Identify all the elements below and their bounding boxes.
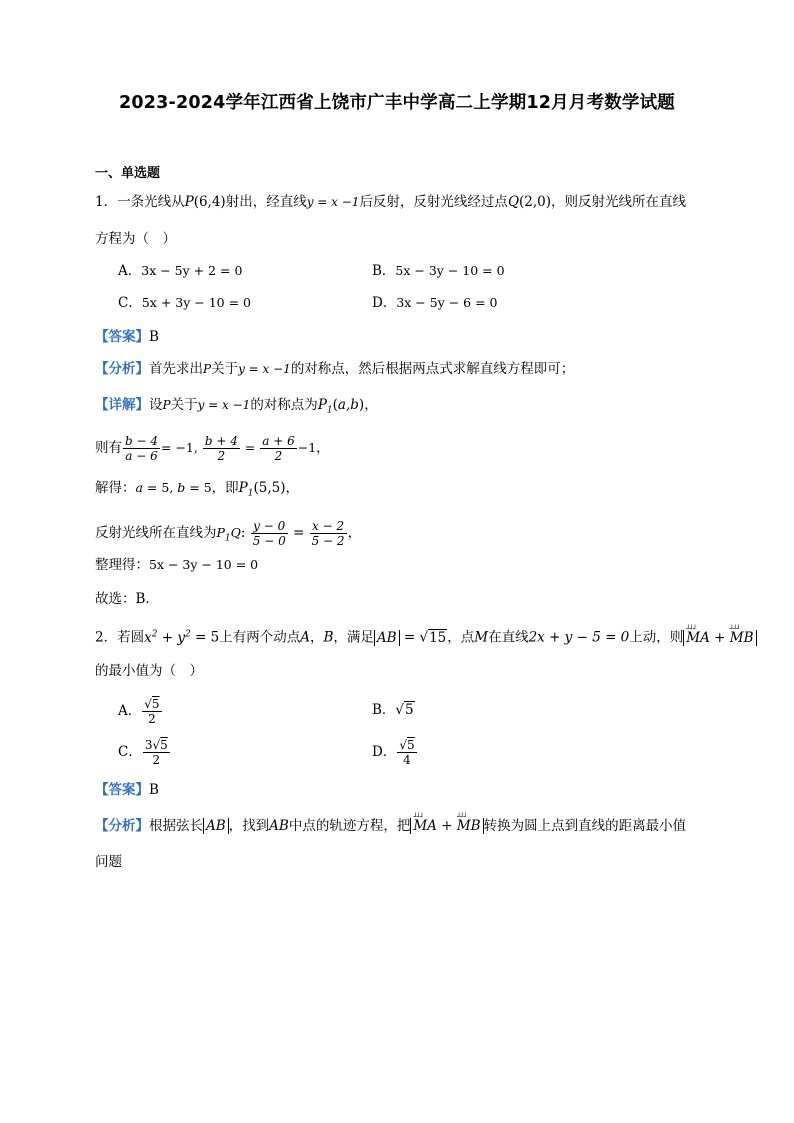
detail-text: 设 [149, 397, 163, 413]
detail-text: ， [364, 397, 378, 413]
analysis-tag: 【分析】 [95, 818, 149, 834]
q1-step4 [95, 556, 258, 574]
q2-option-b: B．√5 [372, 702, 414, 718]
q2-option-a: A． $\frac{√5}{2}$ [118, 697, 160, 726]
q1-option-a [118, 262, 242, 280]
step-text: 解得： [95, 480, 136, 496]
option-value: 3x − 5y + 2 = 0 [141, 263, 243, 278]
q1-option-d [372, 294, 498, 312]
option-label: D． [372, 744, 397, 760]
analysis-text: 根据弦长 [149, 818, 203, 834]
section-heading: 一、单选题 [95, 166, 161, 181]
q2-stem-text: 上有两个动点 [219, 629, 301, 646]
analysis-text: ，找到 [228, 818, 270, 834]
analysis-text: 中点的轨迹方程，把 [288, 818, 411, 834]
q2-stem-text: ，点 [447, 629, 475, 646]
detail-text: 关于 [170, 397, 198, 413]
answer-value: B [149, 329, 159, 345]
q1-option-b [372, 262, 505, 280]
q2-analysis-line1: 【分析】根据弦长 AB ，找到AB中点的轨迹方程，把┘┘┘ MA + ┘┘┘ MB 转换为圆上点到直线的距离最小值 [95, 817, 686, 835]
option-label: C． [118, 744, 142, 760]
step-text: 反射光线所在直线为 [95, 525, 217, 541]
step-equation: 5x − 3y − 10 = 0 [149, 557, 259, 572]
q2-option-d: D． $\frac{√5}{4}$ [372, 738, 415, 767]
q1-stem-text: 1．一条光线从 [95, 194, 185, 210]
q2-stem-text: 在直线 [488, 629, 529, 646]
q1-step3: 反射光线所在直线为$P_1Q$: $\frac{y - 0}{5 - 0}$ = $\frac{x - 2}{5 - 2}$ ， [95, 519, 362, 548]
option-label: C． [118, 295, 142, 311]
detail-text: 的对称点为 [250, 397, 318, 413]
q2-stem-line2: 的最小值为（ ） [95, 663, 203, 679]
analysis-text: 关于 [211, 361, 239, 377]
option-label: A． [118, 703, 142, 719]
q2-analysis-line2: 问题 [95, 854, 122, 870]
answer-value: B [149, 782, 159, 798]
q1-step1: 则有 $\frac{b - 4}{a - 6}$ = −1, $\frac{b + 4}{2}$ = $\frac{a + 6}{2}$ −1， [95, 434, 330, 463]
answer-tag: 【答案】 [95, 329, 149, 345]
q2-answer [95, 781, 159, 799]
q1-stem-text: ，则反射光线所在直线 [551, 194, 687, 210]
option-value: 3x − 5y − 6 = 0 [396, 295, 498, 310]
q1-analysis: 【分析】首先求出P关于y = x −1的对称点，然后根据两点式求解直线方程即可； [95, 361, 575, 377]
option-value: 5x + 3y − 10 = 0 [141, 295, 251, 310]
q2-stem-text: ，满足 [333, 629, 374, 646]
q1-stem-text: 射出，经直线 [225, 194, 307, 210]
answer-tag: 【答案】 [95, 782, 149, 798]
q1-option-c [118, 294, 251, 312]
option-value: 5x − 3y − 10 = 0 [395, 263, 505, 278]
option-label: B． [372, 702, 396, 718]
detail-tag: 【详解】 [95, 397, 149, 413]
q2-stem-line1: 2．若圆$x^2 + y^2 = 5$上有两个动点A，B，满足 AB = √15，点M在直线2x + y − 5 = 0上动，则┘┘┘ MA + ┘┘┘ MB [95, 625, 757, 647]
q2-stem-text: 2．若圆 [95, 629, 145, 646]
step-text: ， [285, 480, 300, 496]
page-title: 2023-2024学年江西省上饶市广丰中学高二上学期12月月考数学试题 [118, 93, 676, 113]
q2-option-c: C． $\frac{3√5}{2}$ [118, 738, 168, 767]
q1-stem-line1: 1．一条光线从P(6,4)射出，经直线y = x −1后反射，反射光线经过点Q(2,0)，则反射光线所在直线 [95, 194, 687, 210]
q1-stem-line2: 方程为（ ） [95, 231, 176, 247]
step-text: 则有 [95, 440, 122, 456]
analysis-text: 首先求出 [149, 361, 203, 377]
q1-detail: 【详解】设P关于y = x −1的对称点为$P_1(a,b)$， [95, 397, 378, 416]
q1-answer [95, 328, 159, 346]
option-label: A． [118, 263, 142, 279]
option-label: D． [372, 295, 397, 311]
option-label: B． [372, 263, 396, 279]
analysis-text: 转换为圆上点到直线的距离最小值 [483, 818, 687, 834]
step-text: ，即 [211, 480, 239, 496]
analysis-text: 的对称点，然后根据两点式求解直线方程即可； [290, 361, 575, 377]
step-text: 整理得： [95, 557, 149, 573]
q1-step5: 故选：B． [95, 591, 159, 607]
q1-stem-text: 后反射，反射光线经过点 [359, 194, 508, 210]
q1-step2: 解得：a = 5, b = 5，即$P_1(5,5)$， [95, 480, 300, 499]
q2-stem-text: 上动，则 [629, 629, 684, 646]
analysis-tag: 【分析】 [95, 361, 149, 377]
